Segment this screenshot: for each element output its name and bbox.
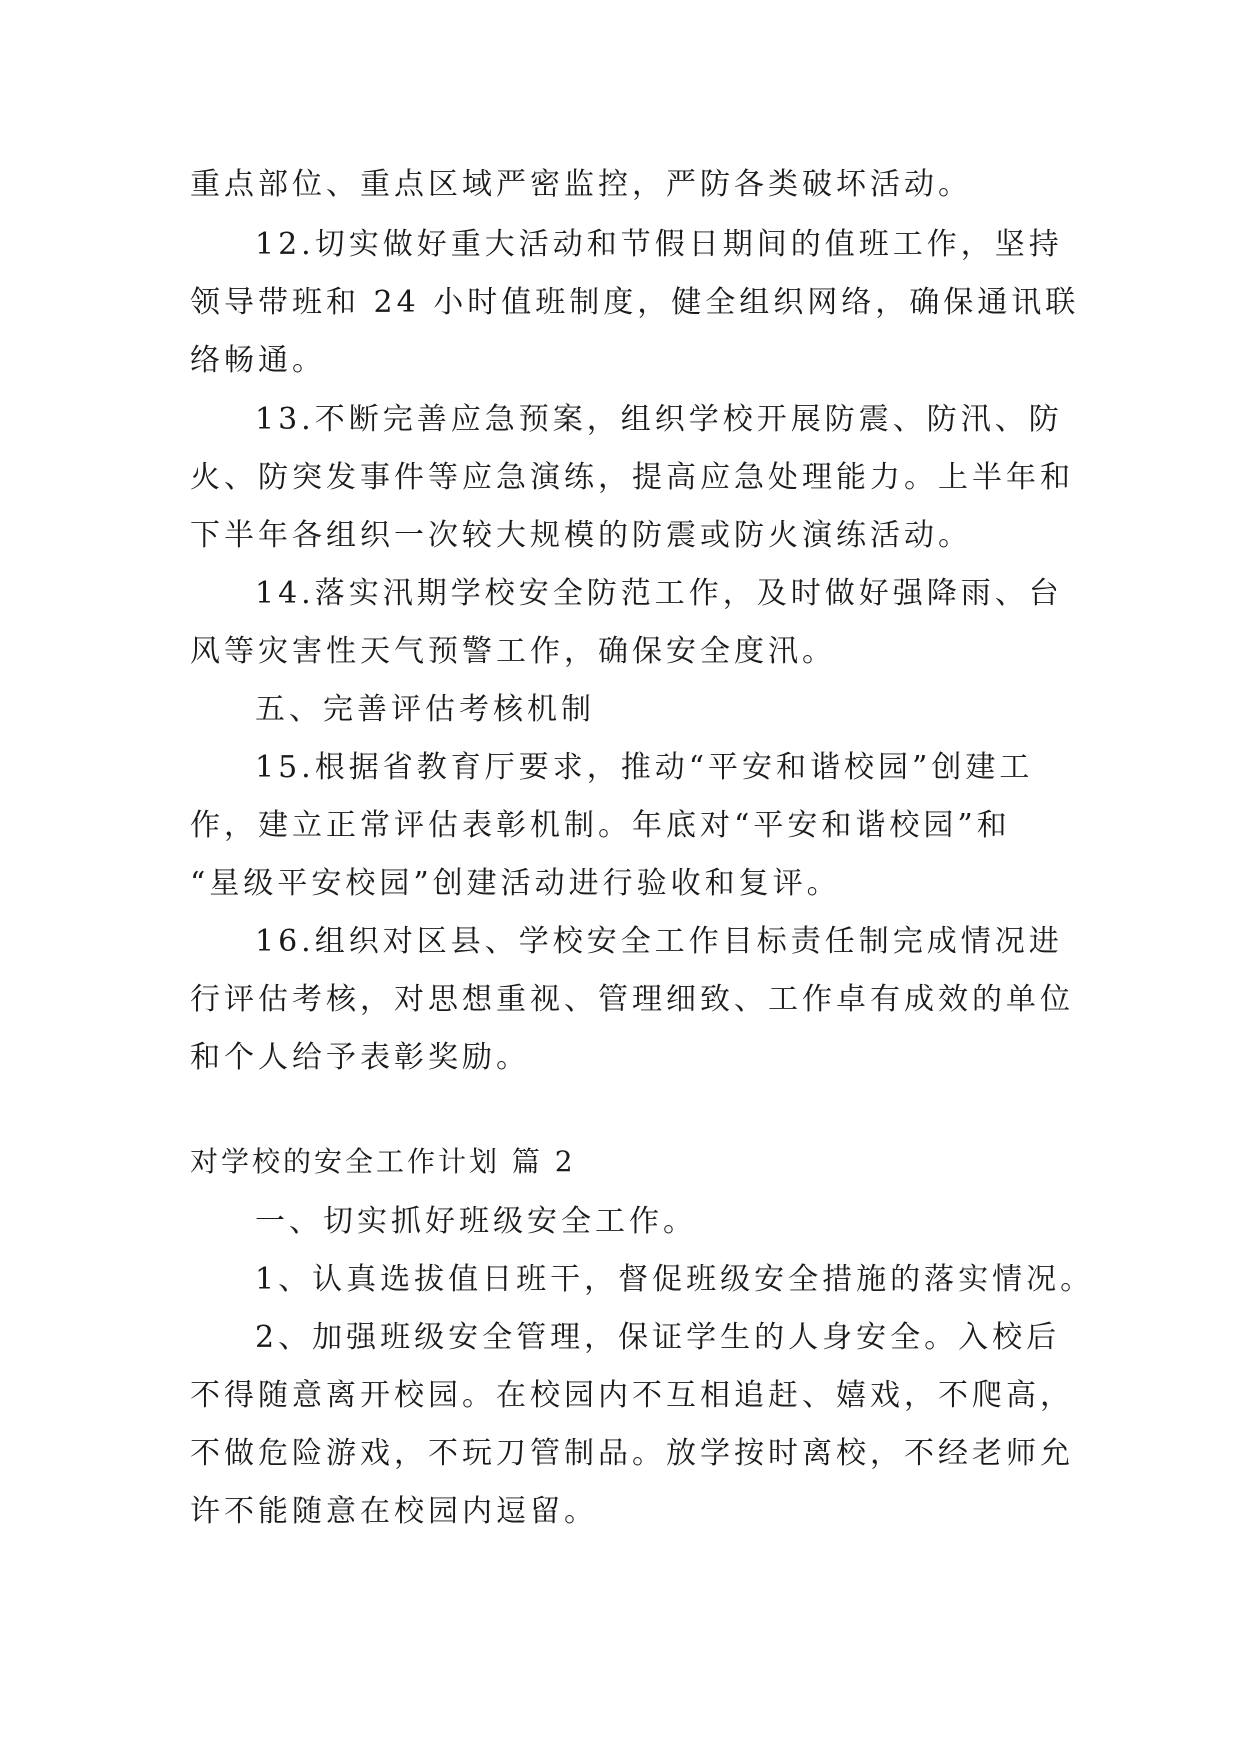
paragraph-line: 和个人给予表彰奖励。	[190, 1040, 530, 1075]
paragraph-line: 行评估考核，对思想重视、管理细致、工作卓有成效的单位	[190, 982, 1074, 1017]
section-heading: 五、完善评估考核机制	[255, 692, 595, 727]
paragraph-line: 领导带班和 24 小时值班制度，健全组织网络，确保通讯联	[190, 285, 1080, 320]
paragraph-line: 许不能随意在校园内逗留。	[190, 1494, 598, 1529]
paragraph-line: 作，建立正常评估表彰机制。年底对“平安和谐校园”和	[190, 808, 1011, 843]
paragraph-line: 不得随意离开校园。在校园内不互相追赶、嬉戏，不爬高，	[190, 1378, 1074, 1413]
paragraph-line: 下半年各组织一次较大规模的防震或防火演练活动。	[190, 518, 972, 553]
paragraph-line: 重点部位、重点区域严密监控，严防各类破坏活动。	[190, 167, 972, 202]
paragraph-line: 14.落实汛期学校安全防范工作，及时做好强降雨、台	[255, 576, 1063, 611]
paragraph-line: 12.切实做好重大活动和节假日期间的值班工作，坚持	[255, 227, 1063, 262]
paragraph-line: 13.不断完善应急预案，组织学校开展防震、防汛、防	[255, 402, 1063, 437]
document-title: 对学校的安全工作计划 篇 2	[190, 1145, 576, 1178]
paragraph-line: “星级平安校园”创建活动进行验收和复评。	[190, 866, 841, 901]
paragraph-line: 15.根据省教育厅要求，推动“平安和谐校园”创建工	[255, 750, 1034, 785]
paragraph-line: 16.组织对区县、学校安全工作目标责任制完成情况进	[255, 924, 1063, 959]
paragraph-line: 1、认真选拔值日班干，督促班级安全措施的落实情况。	[255, 1262, 1095, 1297]
paragraph-line: 不做危险游戏，不玩刀管制品。放学按时离校，不经老师允	[190, 1436, 1074, 1471]
paragraph-line: 络畅通。	[190, 343, 326, 378]
section-heading: 一、切实抓好班级安全工作。	[255, 1204, 697, 1239]
paragraph-line: 风等灾害性天气预警工作，确保安全度汛。	[190, 634, 836, 669]
paragraph-line: 火、防突发事件等应急演练，提高应急处理能力。上半年和	[190, 460, 1074, 495]
paragraph-line: 2、加强班级安全管理，保证学生的人身安全。入校后	[255, 1320, 1061, 1355]
